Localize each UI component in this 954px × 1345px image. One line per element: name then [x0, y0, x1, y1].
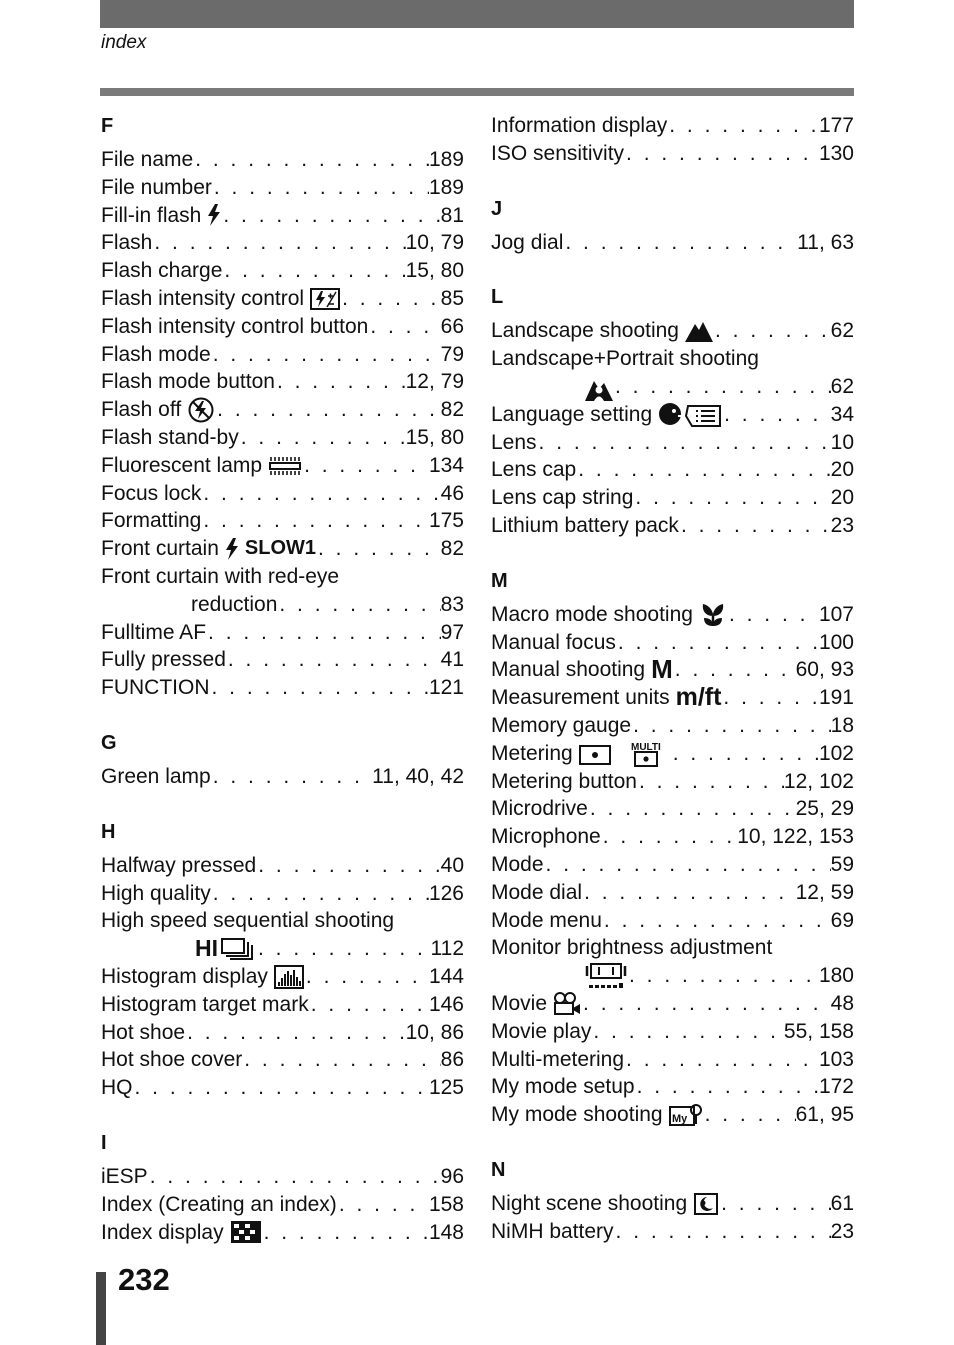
section-letter: G — [101, 731, 117, 754]
language-icon — [658, 402, 722, 428]
entry-term: Flash charge — [101, 259, 223, 283]
section-letter: M — [491, 569, 508, 592]
index-section-i — [101, 1129, 464, 1246]
units-icon-text: m/ft — [675, 683, 722, 712]
leader-dots — [667, 112, 819, 140]
entry-pages: 121 — [428, 676, 464, 700]
index-entry — [491, 1101, 854, 1129]
index-entry — [101, 174, 464, 202]
leader-dots — [679, 512, 831, 540]
leader-dots — [581, 990, 831, 1018]
entry-term: Measurement units — [491, 686, 670, 710]
index-entry — [101, 646, 464, 674]
macro-icon — [699, 602, 727, 628]
leader-dots — [563, 229, 797, 257]
section-letter: J — [491, 197, 503, 220]
leader-dots — [212, 174, 429, 202]
index-entry — [491, 1073, 854, 1101]
entry-pages: 96 — [440, 1164, 464, 1188]
leader-dots — [613, 373, 831, 401]
index-entry — [101, 424, 464, 452]
leader-dots — [262, 1219, 429, 1247]
index-entry — [101, 368, 464, 396]
index-display-icon — [230, 1220, 262, 1244]
entry-pages: 60, 93 — [795, 658, 854, 682]
entry-pages: 11, 40, 42 — [372, 764, 464, 788]
entry-term: reduction — [191, 592, 278, 616]
leader-dots — [211, 341, 441, 369]
leader-dots — [624, 140, 819, 168]
index-entry — [491, 229, 854, 257]
index-entry — [101, 313, 464, 341]
entry-pages: 55, 158 — [783, 1019, 854, 1043]
entry-pages: 130 — [818, 141, 854, 165]
entry-term: Macro mode shooting — [491, 602, 693, 626]
index-entry — [491, 879, 854, 907]
entry-term: Green lamp — [101, 764, 211, 788]
index-entry — [491, 740, 854, 768]
entry-term: Movie play — [491, 1019, 592, 1043]
index-entry — [491, 712, 854, 740]
index-entry — [491, 962, 854, 990]
entry-pages: 97 — [440, 620, 464, 644]
leader-dots — [576, 456, 830, 484]
entry-term: Memory gauge — [491, 713, 632, 737]
page-tab — [96, 1272, 106, 1345]
index-entry — [101, 285, 464, 313]
entry-term: Flash stand-by — [101, 425, 239, 449]
entry-term: Jog dial — [491, 230, 564, 254]
leader-dots — [368, 313, 440, 341]
index-entry — [101, 396, 464, 424]
entry-pages: 85 — [440, 286, 464, 310]
entry-term: My mode shooting — [491, 1103, 663, 1127]
flash-intensity-icon — [310, 288, 340, 310]
entry-pages: 189 — [428, 175, 464, 199]
index-entry — [491, 1018, 854, 1046]
entry-pages: 69 — [830, 908, 854, 932]
leader-dots — [242, 1046, 440, 1074]
entry-pages: 82 — [440, 398, 464, 422]
index-entry — [491, 512, 854, 540]
entry-term: Metering — [491, 741, 573, 765]
index-entry — [491, 1046, 854, 1074]
index-entry — [101, 257, 464, 285]
index-entry — [101, 229, 464, 257]
my-mode-icon — [669, 1102, 703, 1128]
entry-pages: 103 — [818, 1047, 854, 1071]
entry-term: NiMH battery — [491, 1219, 614, 1243]
entry-pages: 10, 79 — [405, 231, 464, 255]
entry-term: File name — [101, 148, 194, 171]
entry-pages: 172 — [818, 1075, 854, 1099]
leader-dots — [133, 1074, 429, 1102]
leader-dots — [721, 684, 819, 712]
index-entry — [491, 429, 854, 457]
index-entry — [491, 112, 854, 140]
leader-dots — [340, 285, 441, 313]
entry-pages: 180 — [818, 964, 854, 988]
index-entry — [101, 963, 464, 991]
leader-dots — [637, 768, 784, 796]
section-letter: N — [491, 1158, 506, 1181]
monitor-brightness-icon — [585, 962, 627, 990]
entry-pages: 20 — [830, 458, 854, 482]
entry-term: HQ — [101, 1076, 133, 1100]
entry-pages: 46 — [440, 481, 464, 505]
entry-term: Histogram target mark — [101, 992, 309, 1016]
index-entry — [491, 140, 854, 168]
entry-pages: 79 — [440, 342, 464, 366]
index-entry — [101, 852, 464, 880]
units-icon — [676, 684, 722, 712]
entry-pages: 100 — [818, 630, 854, 654]
header-bar — [100, 0, 854, 28]
entry-pages: 10 — [830, 430, 854, 454]
svg-text:My: My — [671, 1113, 687, 1125]
entry-term: File number — [101, 175, 212, 199]
entry-term: Monitor brightness adjustment — [491, 936, 773, 960]
entry-pages: 12, 102 — [783, 769, 854, 793]
leader-dots — [673, 656, 796, 684]
leader-dots — [256, 935, 431, 963]
index-section-m — [491, 567, 854, 1129]
entry-term: Front curtain with red-eye — [101, 564, 340, 588]
manual-icon-text: M — [651, 654, 673, 685]
leader-dots — [256, 852, 440, 880]
entry-pages: 158 — [428, 1192, 464, 1216]
entry-term: Landscape+Portrait shooting — [491, 347, 759, 371]
flash-off-icon — [187, 397, 215, 423]
section-letter: L — [491, 286, 504, 309]
entry-term: Mode dial — [491, 880, 583, 904]
leader-dots — [635, 1073, 819, 1101]
index-entry — [101, 907, 464, 935]
entry-pages: 61, 95 — [795, 1103, 854, 1127]
entry-term: Night scene shooting — [491, 1191, 688, 1215]
entry-term: Fill-in flash — [101, 203, 202, 227]
entry-term: Focus lock — [101, 481, 202, 505]
entry-pages: 191 — [818, 686, 854, 710]
leader-dots — [601, 823, 737, 851]
entry-pages: 34 — [830, 402, 854, 426]
index-entry — [101, 1074, 464, 1102]
entry-pages: 81 — [440, 203, 464, 227]
index-entry — [101, 880, 464, 908]
leader-dots — [211, 880, 429, 908]
slow-label: SLOW1 — [244, 537, 317, 560]
leader-dots — [215, 396, 440, 424]
index-entry — [101, 452, 464, 480]
entry-term: Lens cap — [491, 458, 577, 482]
entry-pages: 86 — [440, 1048, 464, 1072]
entry-term: Language setting — [491, 402, 653, 426]
index-entry — [491, 317, 854, 345]
leader-dots — [148, 1163, 441, 1191]
leader-dots — [316, 535, 441, 563]
index-section-i2 — [491, 112, 854, 168]
entry-pages: 112 — [430, 937, 464, 961]
index-entry — [491, 373, 854, 401]
leader-dots — [211, 763, 372, 791]
index-section-f — [101, 112, 464, 702]
entry-term: Lithium battery pack — [491, 513, 679, 537]
index-entry — [101, 535, 464, 563]
entry-term: High speed sequential shooting — [101, 909, 395, 933]
index-entry — [491, 345, 854, 373]
histogram-icon — [274, 965, 304, 989]
entry-term: Index (Creating an index) — [101, 1192, 337, 1216]
entry-term: Landscape shooting — [491, 319, 679, 343]
entry-pages: 59 — [830, 852, 854, 876]
entry-pages: 125 — [428, 1076, 464, 1100]
leader-dots — [602, 907, 831, 935]
leader-dots — [206, 619, 441, 647]
hi-label: HI — [195, 935, 218, 962]
entry-term: Hot shoe cover — [101, 1048, 243, 1072]
header-rule — [100, 88, 854, 96]
index-entry — [491, 656, 854, 684]
section-letter: H — [101, 820, 116, 843]
leader-dots — [201, 480, 440, 508]
entry-pages: 177 — [818, 114, 854, 137]
landscape-portrait-icon — [585, 377, 613, 401]
entry-pages: 18 — [830, 713, 854, 737]
index-entry — [491, 851, 854, 879]
entry-pages: 15, 80 — [405, 425, 464, 449]
leader-dots — [713, 317, 831, 345]
index-column-right — [491, 112, 854, 1273]
landscape-icon — [685, 320, 713, 342]
entry-pages: 189 — [428, 148, 464, 171]
leader-dots — [193, 146, 429, 174]
entry-term: Flash — [101, 231, 153, 255]
leader-dots — [627, 962, 819, 990]
entry-pages: 126 — [428, 881, 464, 905]
entry-pages: 20 — [830, 486, 854, 510]
leader-dots — [703, 1101, 796, 1129]
section-letter: I — [101, 1131, 107, 1154]
index-section-h — [101, 818, 464, 1102]
leader-dots — [544, 851, 831, 879]
page-number: 232 — [118, 1262, 170, 1297]
entry-term: FUNCTION — [101, 676, 210, 700]
index-entry — [491, 684, 854, 712]
entry-pages: 83 — [440, 592, 464, 616]
entry-term: Front curtain — [101, 537, 219, 561]
leader-dots — [304, 963, 429, 991]
index-entry — [101, 146, 464, 174]
index-entry — [491, 456, 854, 484]
index-entry — [101, 674, 464, 702]
entry-term: Manual shooting — [491, 658, 646, 682]
entry-term: Lens — [491, 430, 537, 454]
index-entry — [101, 763, 464, 791]
index-entry — [491, 629, 854, 657]
entry-pages: 23 — [830, 1219, 854, 1243]
night-scene-icon — [693, 1192, 719, 1216]
index-entry — [101, 1163, 464, 1191]
entry-pages: 61 — [830, 1191, 854, 1215]
entry-pages: 62 — [830, 319, 854, 343]
flash-icon — [225, 535, 316, 563]
entry-term: Fluorescent lamp — [101, 453, 263, 477]
leader-dots — [631, 712, 831, 740]
leader-dots — [185, 1019, 406, 1047]
leader-dots — [616, 629, 819, 657]
leader-dots — [722, 401, 831, 429]
svg-text:MULTI: MULTI — [630, 741, 661, 753]
index-entry — [491, 823, 854, 851]
leader-dots — [719, 1190, 831, 1218]
leader-dots — [201, 507, 429, 535]
leader-dots — [239, 424, 406, 452]
index-entry — [101, 935, 464, 963]
leader-dots — [624, 1046, 819, 1074]
entry-term: Histogram display — [101, 964, 268, 988]
leader-dots — [277, 591, 440, 619]
flash-icon — [207, 204, 221, 226]
entry-term: Manual focus — [491, 630, 616, 654]
manual-icon — [651, 656, 673, 684]
index-entry — [491, 1190, 854, 1218]
entry-term: Multi-metering — [491, 1047, 625, 1071]
leader-dots — [226, 646, 441, 674]
entry-term: Microphone — [491, 825, 601, 849]
entry-pages: 10, 122, 153 — [737, 825, 854, 849]
entry-term: Information display — [491, 114, 668, 137]
entry-pages: 10, 86 — [405, 1020, 464, 1044]
index-entry — [101, 507, 464, 535]
entry-term: Movie — [491, 991, 548, 1015]
section-letter: F — [101, 115, 114, 137]
leader-dots — [210, 674, 429, 702]
header-label: index — [101, 32, 147, 53]
leader-dots — [537, 429, 831, 457]
index-entry — [491, 907, 854, 935]
entry-pages: 12, 79 — [405, 370, 464, 394]
index-entry — [491, 934, 854, 962]
leader-dots — [588, 795, 796, 823]
index-entry — [101, 1219, 464, 1247]
leader-dots — [222, 257, 405, 285]
hi-sequential-icon — [195, 935, 256, 963]
entry-pages: 102 — [818, 741, 854, 765]
entry-pages: 62 — [830, 374, 854, 398]
index-entry — [491, 768, 854, 796]
fluorescent-lamp-icon — [268, 455, 302, 477]
index-entry — [491, 795, 854, 823]
entry-term: Flash mode — [101, 342, 211, 366]
leader-dots — [633, 484, 830, 512]
index-entry — [101, 1046, 464, 1074]
movie-icon — [553, 992, 581, 1016]
entry-term: iESP — [101, 1164, 148, 1188]
leader-dots — [591, 1018, 784, 1046]
entry-term: Microdrive — [491, 797, 588, 821]
entry-pages: 25, 29 — [795, 797, 854, 821]
index-entry — [491, 1218, 854, 1246]
entry-term: Fulltime AF — [101, 620, 207, 644]
leader-dots — [275, 368, 406, 396]
leader-dots — [614, 1218, 831, 1246]
entry-term: Metering button — [491, 769, 637, 793]
index-entry — [101, 341, 464, 369]
entry-pages: 107 — [818, 602, 854, 626]
leader-dots — [221, 202, 440, 230]
leader-dots — [337, 1191, 429, 1219]
entry-term: My mode setup — [491, 1075, 635, 1099]
entry-term: ISO sensitivity — [491, 141, 625, 165]
index-entry — [101, 591, 464, 619]
entry-pages: 175 — [428, 509, 464, 533]
index-entry — [101, 619, 464, 647]
entry-term: High quality — [101, 881, 211, 905]
entry-term: Mode — [491, 852, 544, 876]
entry-pages: 148 — [428, 1220, 464, 1244]
entry-pages: 41 — [440, 648, 464, 672]
leader-dots — [582, 879, 796, 907]
entry-term: Flash intensity control button — [101, 314, 369, 338]
index-section-g — [101, 729, 464, 791]
entry-term: Formatting — [101, 509, 202, 533]
metering-icon — [579, 741, 671, 767]
entry-pages: 134 — [428, 453, 464, 477]
index-section-j — [491, 195, 854, 257]
index-entry — [101, 991, 464, 1019]
entry-term: Hot shoe — [101, 1020, 186, 1044]
entry-pages: 12, 59 — [795, 880, 854, 904]
entry-pages: 23 — [830, 513, 854, 537]
entry-pages: 48 — [830, 991, 854, 1015]
entry-pages: 40 — [440, 853, 464, 877]
entry-term: Flash off — [101, 398, 182, 422]
entry-pages: 144 — [428, 964, 464, 988]
leader-dots — [152, 229, 405, 257]
entry-pages: 66 — [440, 314, 464, 338]
entry-pages: 11, 63 — [797, 230, 854, 254]
entry-term: Lens cap string — [491, 486, 634, 510]
entry-term: Index display — [101, 1220, 224, 1244]
leader-dots — [727, 601, 819, 629]
entry-term: Mode menu — [491, 908, 602, 932]
index-column-left — [101, 112, 464, 1273]
leader-dots — [671, 740, 819, 768]
index-entry — [101, 1019, 464, 1047]
entry-term: Fully pressed — [101, 648, 226, 672]
entry-term: Flash intensity control — [101, 286, 305, 310]
index-entry — [491, 601, 854, 629]
index-entry — [101, 202, 464, 230]
entry-pages: 82 — [440, 537, 464, 561]
index-section-l — [491, 283, 854, 539]
index-section-n — [491, 1156, 854, 1246]
leader-dots — [302, 452, 429, 480]
entry-term: Halfway pressed — [101, 853, 257, 877]
index-entry — [491, 990, 854, 1018]
leader-dots — [309, 991, 429, 1019]
index-entry — [491, 484, 854, 512]
entry-term: Flash mode button — [101, 370, 275, 394]
index-entry — [101, 1191, 464, 1219]
entry-pages: 146 — [428, 992, 464, 1016]
index-entry — [491, 401, 854, 429]
index-entry — [101, 480, 464, 508]
entry-pages: 15, 80 — [405, 259, 464, 283]
index-entry — [101, 563, 464, 591]
